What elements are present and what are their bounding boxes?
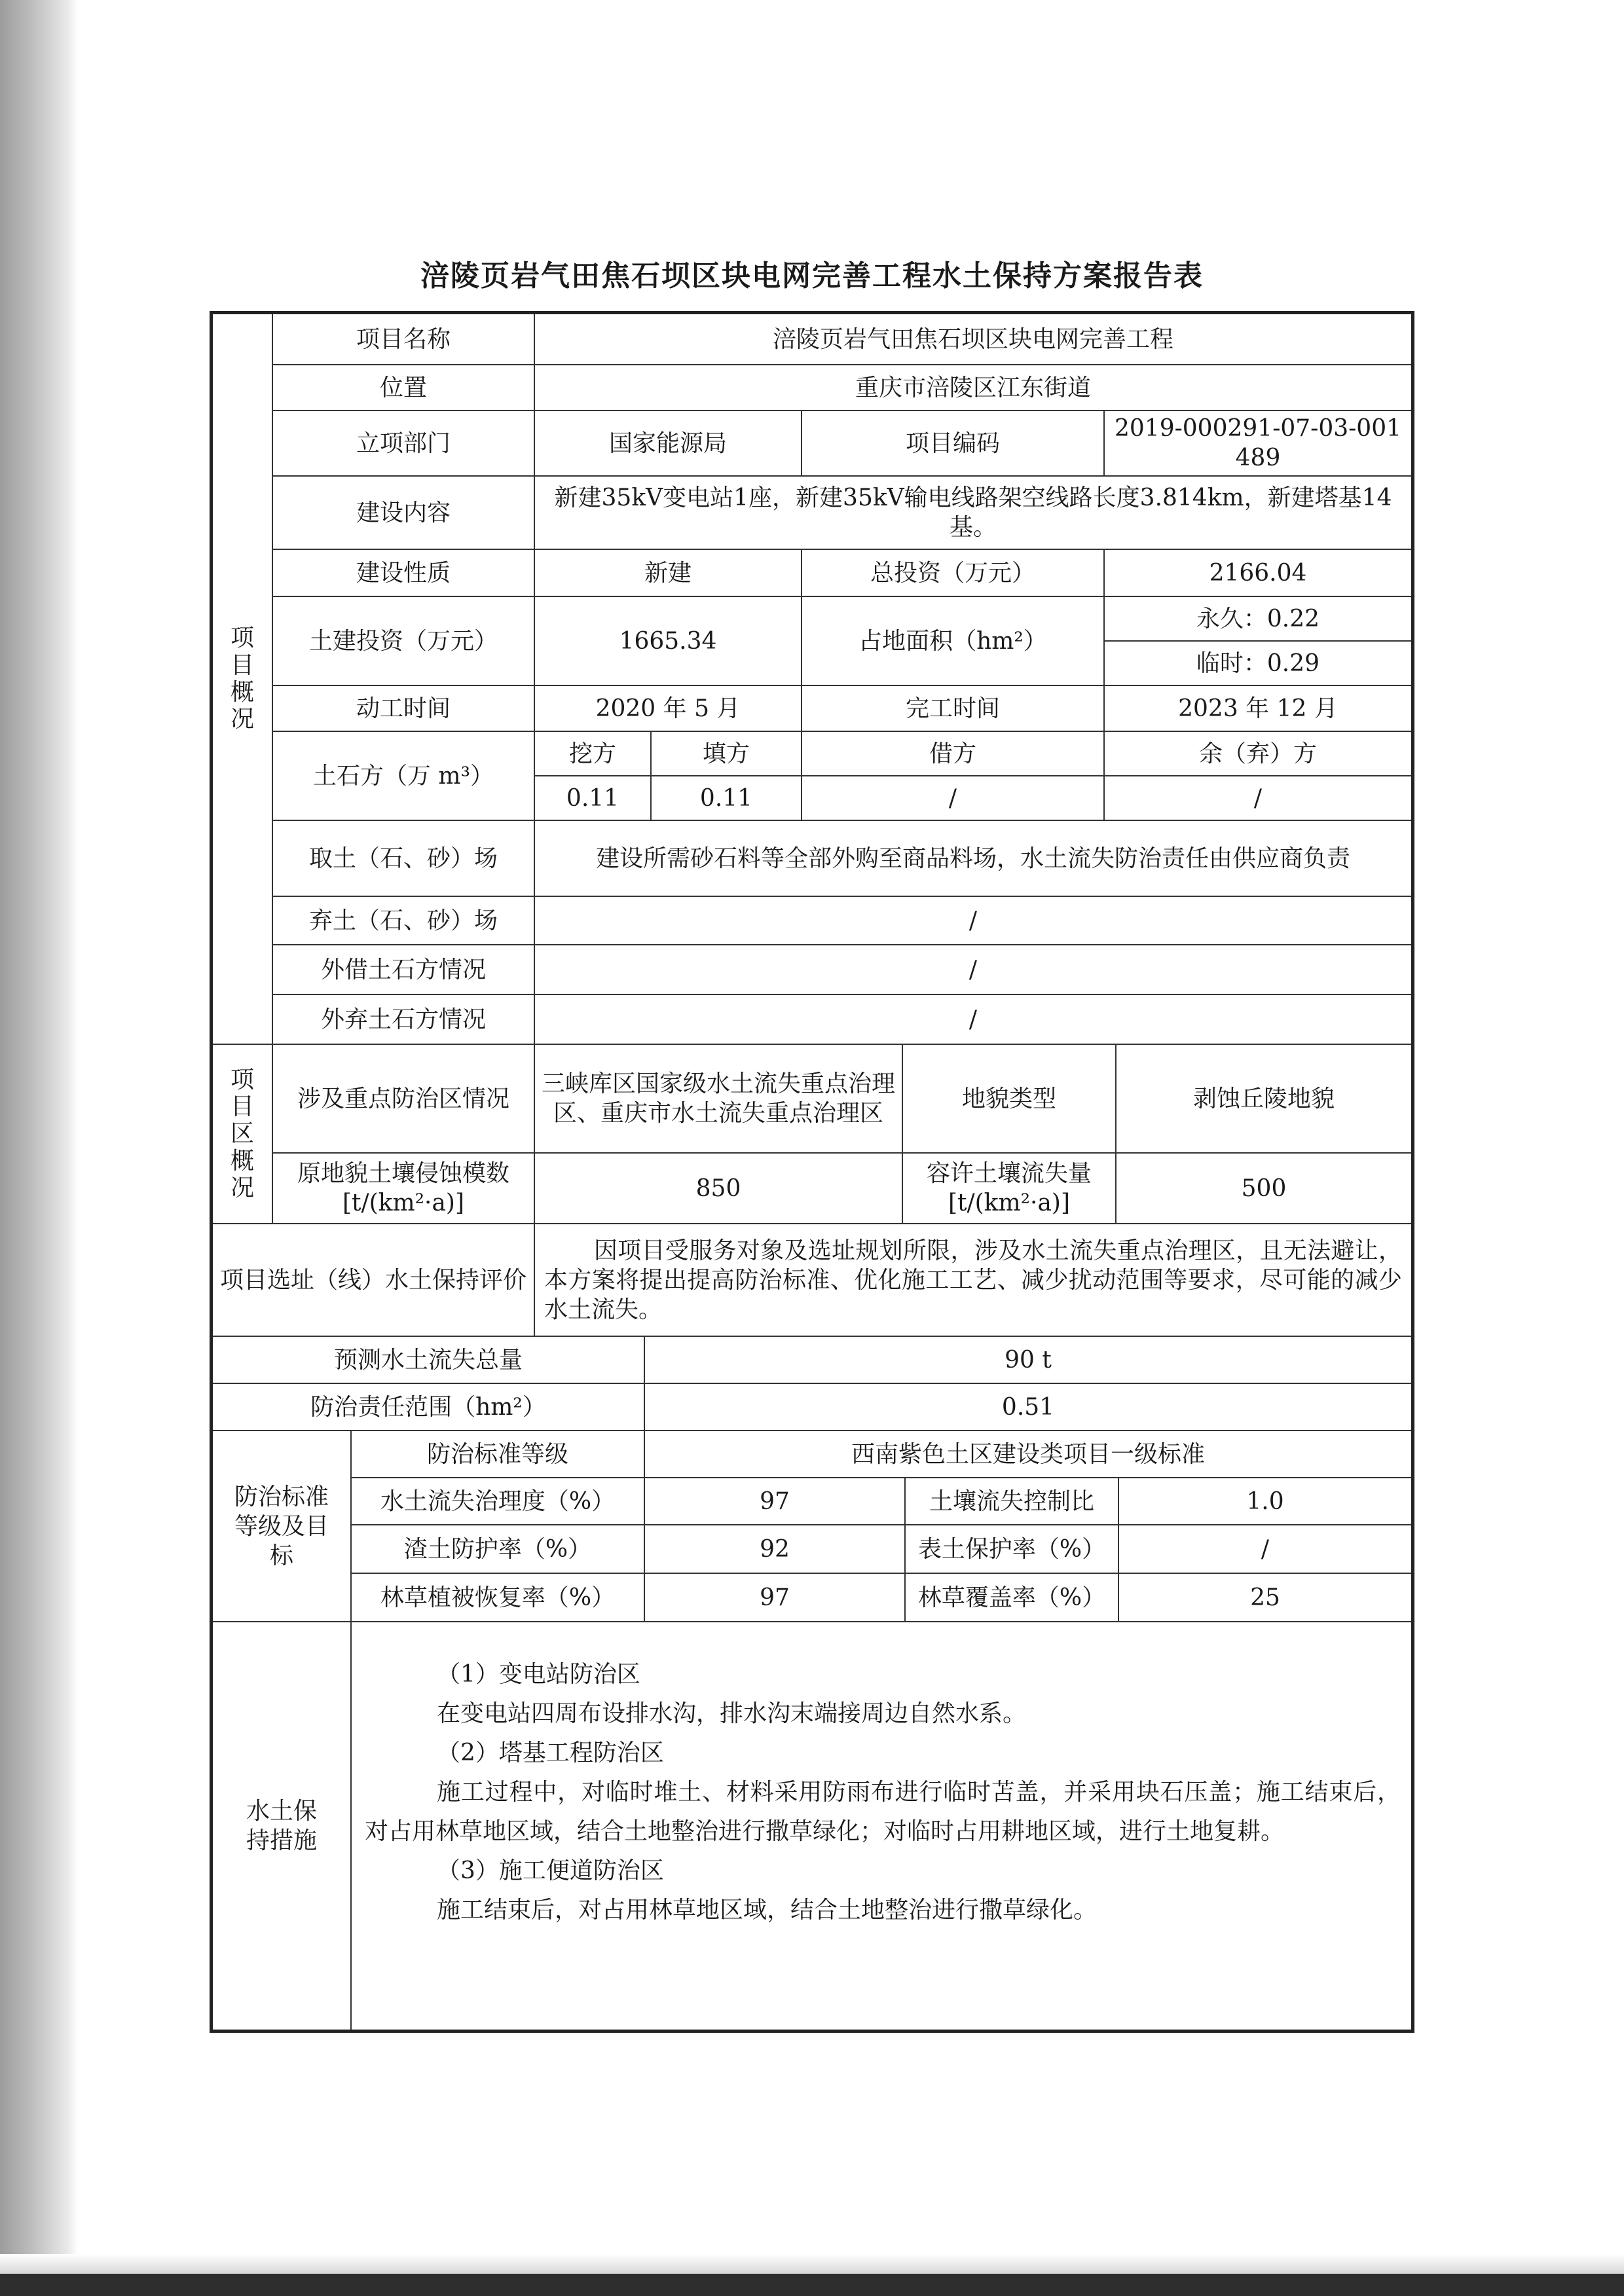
key-zone-value: 三峡库区国家级水土流失重点治理区、重庆市水土流失重点治理区 bbox=[535, 1045, 903, 1154]
start-time-label: 动工时间 bbox=[273, 686, 535, 732]
std-row3-value2: 25 bbox=[1119, 1574, 1411, 1622]
scan-page-edge-shadow bbox=[0, 0, 79, 2296]
measures-content bbox=[352, 1622, 1411, 2030]
section-label-area: 项目区概况 bbox=[213, 1045, 273, 1224]
section-label-standards: 防治标准等级及目标 bbox=[213, 1431, 352, 1622]
location-value: 重庆市涪陵区江东街道 bbox=[535, 365, 1411, 411]
end-time-label: 完工时间 bbox=[802, 686, 1105, 732]
site-eval-value: 因项目受服务对象及选址规划所限，涉及水土流失重点治理区，且无法避让，本方案将提出提高防治标准、优化施工工艺、减少扰动范围等要求，尽可能的减少水土流失。 bbox=[535, 1224, 1411, 1337]
civil-invest-value: 1665.34 bbox=[535, 597, 802, 686]
landform-label: 地貌类型 bbox=[903, 1045, 1116, 1154]
report-table bbox=[210, 311, 1414, 2033]
erosion-modulus-value: 850 bbox=[535, 1154, 903, 1224]
total-invest-value: 2166.04 bbox=[1105, 550, 1411, 597]
section-label-overview: 项目概况 bbox=[213, 314, 273, 1045]
allowable-loss-label: 容许土壤流失量[t/(km²·a)] bbox=[903, 1154, 1116, 1224]
loss-total-value: 90 t bbox=[645, 1337, 1411, 1384]
content-label: 建设内容 bbox=[273, 477, 535, 550]
site-eval-label: 项目选址（线）水土保持评价 bbox=[213, 1224, 535, 1337]
approval-dept-value: 国家能源局 bbox=[535, 411, 802, 477]
land-area-temporary: 临时：0.29 bbox=[1105, 642, 1411, 686]
std-row1-value1: 97 bbox=[645, 1478, 906, 1525]
measures-text-3: 施工结束后，对占用林草地区域，结合土地整治进行撒草绿化。 bbox=[437, 1897, 1098, 1923]
loss-total-label: 预测水土流失总量 bbox=[213, 1337, 645, 1384]
project-code-value: 2019-000291-07-03-001489 bbox=[1105, 411, 1411, 477]
borrow-value: / bbox=[802, 776, 1105, 821]
project-name-value: 涪陵页岩气田焦石坝区块电网完善工程 bbox=[535, 314, 1411, 365]
ext-spoil-value: / bbox=[535, 995, 1411, 1045]
std-row3-label2: 林草覆盖率（%） bbox=[906, 1574, 1119, 1622]
std-level-value: 西南紫色土区建设类项目一级标准 bbox=[645, 1431, 1411, 1478]
std-row2-label2: 表土保护率（%） bbox=[906, 1525, 1119, 1574]
start-time-value: 2020 年 5 月 bbox=[535, 686, 802, 732]
measures-text-1: 在变电站四周布设排水沟，排水沟末端接周边自然水系。 bbox=[437, 1700, 1027, 1727]
allowable-loss-value: 500 bbox=[1116, 1154, 1411, 1224]
nature-value: 新建 bbox=[535, 550, 802, 597]
earthwork-label: 土石方（万 m³） bbox=[273, 732, 535, 821]
land-area-permanent: 永久：0.22 bbox=[1105, 597, 1411, 642]
measures-text-2: 施工过程中，对临时堆土、材料采用防雨布进行临时苫盖，并采用块石压盖；施工结束后，对占用林草地区域，结合土地整治进行撒草绿化；对临时占用耕地区域，进行土地复耕。 bbox=[365, 1779, 1401, 1845]
section-label-measures: 水土保持措施 bbox=[213, 1622, 352, 2030]
scan-bottom-edge bbox=[0, 2274, 1624, 2296]
spoil-site-label: 弃土（石、砂）场 bbox=[273, 897, 535, 945]
resp-area-label: 防治责任范围（hm²） bbox=[213, 1384, 645, 1431]
cut-value: 0.11 bbox=[535, 776, 652, 821]
std-row2-value2: / bbox=[1119, 1525, 1411, 1574]
civil-invest-label: 土建投资（万元） bbox=[273, 597, 535, 686]
std-row1-label2: 土壤流失控制比 bbox=[906, 1478, 1119, 1525]
borrow-pit-label: 取土（石、砂）场 bbox=[273, 821, 535, 897]
measures-heading-2: （2）塔基工程防治区 bbox=[437, 1740, 664, 1766]
resp-area-value: 0.51 bbox=[645, 1384, 1411, 1431]
ext-borrow-label: 外借土石方情况 bbox=[273, 945, 535, 995]
measures-heading-1: （1）变电站防治区 bbox=[437, 1661, 640, 1688]
key-zone-label: 涉及重点防治区情况 bbox=[273, 1045, 535, 1154]
erosion-modulus-label: 原地貌土壤侵蚀模数[t/(km²·a)] bbox=[273, 1154, 535, 1224]
spoil-value: / bbox=[1105, 776, 1411, 821]
project-code-label: 项目编码 bbox=[802, 411, 1105, 477]
fill-label: 填方 bbox=[652, 732, 802, 776]
end-time-value: 2023 年 12 月 bbox=[1105, 686, 1411, 732]
report-title: 涪陵页岩气田焦石坝区块电网完善工程水土保持方案报告表 bbox=[420, 259, 1204, 293]
project-name-label: 项目名称 bbox=[273, 314, 535, 365]
borrow-label: 借方 bbox=[802, 732, 1105, 776]
fill-value: 0.11 bbox=[652, 776, 802, 821]
location-label: 位置 bbox=[273, 365, 535, 411]
std-level-label: 防治标准等级 bbox=[352, 1431, 645, 1478]
ext-spoil-label: 外弃土石方情况 bbox=[273, 995, 535, 1045]
spoil-site-value: / bbox=[535, 897, 1411, 945]
std-row3-label1: 林草植被恢复率（%） bbox=[352, 1574, 645, 1622]
approval-dept-label: 立项部门 bbox=[273, 411, 535, 477]
spoil-label: 余（弃）方 bbox=[1105, 732, 1411, 776]
measures-heading-3: （3）施工便道防治区 bbox=[437, 1857, 664, 1884]
content-value: 新建35kV变电站1座，新建35kV输电线路架空线路长度3.814km，新建塔基14基。 bbox=[535, 477, 1411, 550]
std-row1-label1: 水土流失治理度（%） bbox=[352, 1478, 645, 1525]
land-area-label: 占地面积（hm²） bbox=[802, 597, 1105, 686]
cut-label: 挖方 bbox=[535, 732, 652, 776]
total-invest-label: 总投资（万元） bbox=[802, 550, 1105, 597]
ext-borrow-value: / bbox=[535, 945, 1411, 995]
std-row1-value2: 1.0 bbox=[1119, 1478, 1411, 1525]
scan-bottom-shade bbox=[0, 2254, 1624, 2274]
nature-label: 建设性质 bbox=[273, 550, 535, 597]
std-row2-label1: 渣土防护率（%） bbox=[352, 1525, 645, 1574]
std-row3-value1: 97 bbox=[645, 1574, 906, 1622]
landform-value: 剥蚀丘陵地貌 bbox=[1116, 1045, 1411, 1154]
borrow-pit-value: 建设所需砂石料等全部外购至商品料场，水土流失防治责任由供应商负责 bbox=[535, 821, 1411, 897]
std-row2-value1: 92 bbox=[645, 1525, 906, 1574]
